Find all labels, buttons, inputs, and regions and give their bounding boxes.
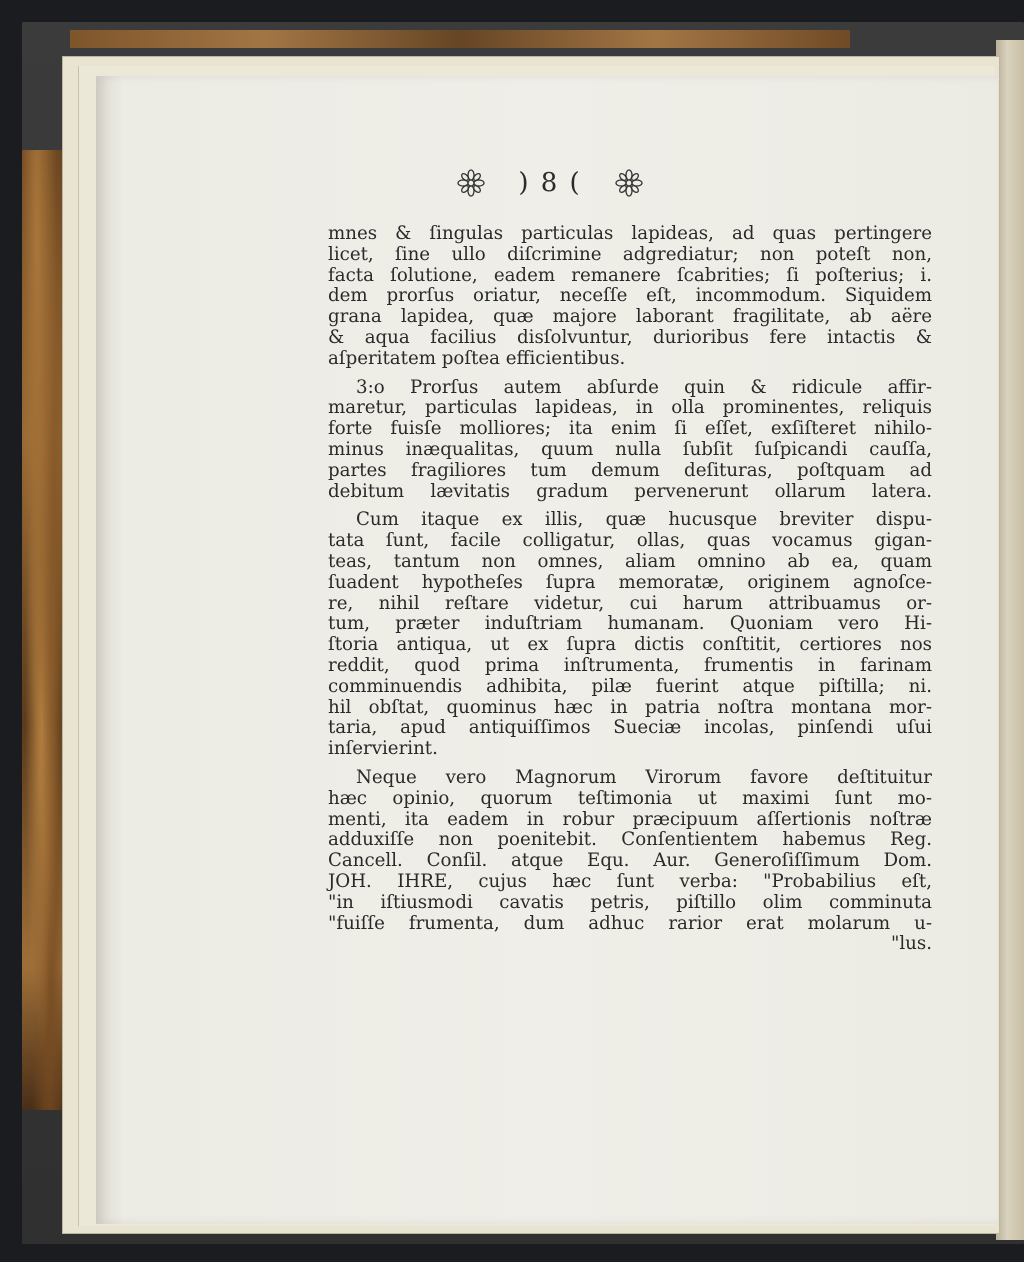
text-line: re, nihil reſtare videtur, cui harum attribuamus or- (328, 592, 932, 614)
text-line: inſervierint. (328, 738, 438, 760)
text-line: licet, ſine ullo diſcrimine adgrediatur; non poteſt non, (328, 243, 932, 265)
text-line: partes fragiliores tum demum deſituras, poſtquam ad (328, 459, 932, 481)
text-line: mnes & ſingulas particulas lapideas, ad quas pertingere (328, 223, 932, 244)
text-line: adduxiſſe non poenitebit. Conſentientem habemus Reg. (328, 829, 932, 851)
text-line: tata ſunt, facile colligatur, ollas, quas vocamus gigan- (328, 530, 932, 552)
body-text (328, 224, 932, 955)
facing-page-edge (996, 40, 1024, 1240)
text-line: ſtoria antiqua, ut ex ſupra dictis conſtitit, certiores nos (328, 634, 932, 656)
text-line: & aqua facilius disſolvuntur, durioribus fere intactis & (328, 326, 932, 348)
text-line: reddit, quod prima inſtrumenta, frumentis in farinam (328, 654, 932, 676)
text-line: Cancell. Conſil. atque Equ. Aur. Generoſiſſimum Dom. (328, 850, 932, 872)
text-line: tum, præter induſtriam humanam. Quoniam vero Hi- (328, 613, 932, 635)
text-line: JOH. IHRE, cujus hæc ſunt verba: "Probabilius eſt, (328, 870, 932, 892)
text-line: Cum itaque ex illis, quæ hucusque breviter dispu- (356, 509, 932, 531)
text-line: aſperitatem poſtea efficientibus. (328, 347, 626, 369)
text-line: "fuiſſe frumenta, dum adhuc rarior erat molarum u- (328, 912, 932, 934)
text-line: minus inæqualitas, quum nulla ſubſit ſuſpicandi cauſſa, (328, 438, 932, 460)
flower-ornament-icon (457, 169, 485, 197)
text-line: maretur, particulas lapideas, in olla prominentes, reliquis (328, 397, 932, 419)
flower-ornament-icon (615, 169, 643, 197)
text-line: teas, tantum non omnes, aliam omnino ab ea, quam (328, 550, 932, 572)
text-line: Neque vero Magnorum Virorum favore deſtituitur (356, 766, 932, 788)
text-line: comminuendis adhibita, pilæ fuerint atque piſtilla; ni. (328, 675, 932, 697)
text-line: grana lapidea, quæ majore laborant fragilitate, ab aëre (328, 306, 932, 328)
text-line: forte fuisſe molliores; ita enim ſi eſſet, exſiſteret nihilo- (328, 418, 932, 440)
running-header (100, 168, 1000, 212)
text-line: 3:o Prorſus autem abſurde quin & ridicule affir- (356, 376, 932, 398)
text-line: menti, ita eadem in robur præcipuum aſſertionis noſtræ (328, 808, 932, 830)
text-line: hæc opinio, quorum teſtimonia ut maximi ſunt mo- (328, 787, 932, 809)
catchword: "lus. (890, 933, 932, 955)
text-line: taria, apud antiquiſſimos Sueciæ incolas, pinſendi uſui (328, 717, 932, 739)
text-line: facta ſolutione, eadem remanere ſcabrities; ſi poſterius; i. (328, 264, 932, 286)
text-line: "in iſtiusmodi cavatis petris, piſtillo olim comminuta (328, 891, 932, 913)
text-line: hil obſtat, quominus hæc in patria noſtra montana mor- (328, 696, 932, 718)
text-line: ſuadent hypotheſes ſupra memoratæ, originem agnoſce- (328, 571, 932, 593)
page-number: ) 8 ( (518, 168, 582, 198)
text-line: debitum lævitatis gradum pervenerunt ollarum latera. (328, 480, 932, 502)
text-line: dem prorſus oriatur, neceſſe eſt, incommodum. Siquidem (328, 285, 932, 307)
marbled-board-top (70, 30, 850, 48)
